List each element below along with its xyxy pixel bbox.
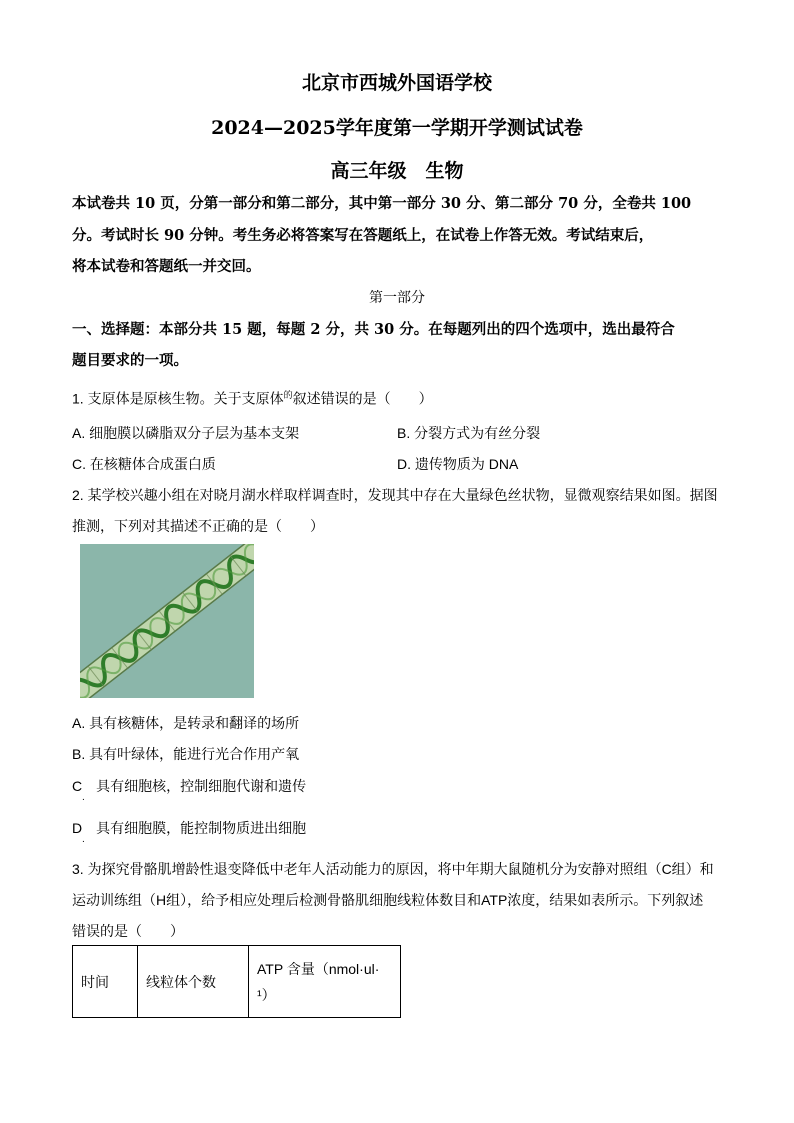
grade-subject: 高三年级 生物 [330, 160, 464, 182]
table-header-row [73, 946, 401, 1018]
part1-instructions-1: 一、选择题：本部分共 15 题，每题 2 分，共 30 分。在每题列出的四个选项中，选出最符合 [72, 321, 675, 338]
intro-line-1: 本试卷共 10 页，分第一部分和第二部分，其中第一部分 30 分、第二部分 70 分，全卷共 100 [72, 195, 692, 212]
intro-line-3: 将本试卷和答题纸一并交回。 [72, 258, 261, 275]
table-header-atp-content [249, 946, 401, 1018]
q2-option-d: D 具有细胞膜，能控制物质进出细胞 [72, 820, 307, 836]
q1-stem-part-a: 1. 支原体是原核生物。关于支原体 [72, 390, 284, 407]
q2-option-c-dot: . [82, 792, 85, 803]
q2-option-d-dot: . [82, 834, 85, 845]
q3-data-table [72, 945, 401, 1018]
intro-line-2: 分。考试时长 90 分钟。考生务必将答案写在答题纸上，在试卷上作答无效。考试结束后， [72, 227, 654, 244]
atp-header-line-2: ¹） [257, 986, 276, 1003]
q1-option-b: B. 分裂方式为有丝分裂 [397, 425, 541, 441]
q2-stem-line-1: 2. 某学校兴趣小组在对晓月湖水样取样调查时，发现其中存在大量绿色丝状物，显微观察结果如图。据图 [72, 487, 718, 503]
q1-option-c: C. 在核糖体合成蛋白质 [72, 456, 216, 472]
q2-stem-line-2: 推测，下列对其描述不正确的是（ ） [72, 518, 324, 534]
exam-title: 2024—2025学年度第一学期开学测试试卷 [211, 117, 583, 139]
microscope-photo [80, 544, 254, 698]
school-name: 北京市西城外国语学校 [301, 72, 492, 94]
q1-option-d: D. 遗传物质为 DNA [397, 456, 519, 472]
q3-stem-line-3: 错误的是（ ） [72, 923, 184, 939]
q2-option-b: B. 具有叶绿体，能进行光合作用产氧 [72, 746, 300, 762]
part1-heading: 第一部分 [369, 290, 425, 306]
part1-instructions-2: 题目要求的一项。 [72, 352, 188, 369]
q1-stem-superscript: 的 [283, 390, 293, 400]
table-header-time: 时间 [73, 946, 138, 1018]
table-header-mitochondria-count: 线粒体个数 [138, 946, 249, 1018]
atp-header-line-1: ATP 含量（nmol·ul· [257, 960, 380, 977]
q1-stem [72, 388, 433, 409]
q1-option-a: A. 细胞膜以磷脂双分子层为基本支架 [72, 425, 300, 441]
q3-stem-line-2: 运动训练组（H组），给予相应处理后检测骨骼肌细胞线粒体数目和ATP浓度，结果如表所示。下列叙述 [72, 892, 704, 908]
q2-option-c: C 具有细胞核，控制细胞代谢和遗传 [72, 778, 307, 794]
spiral-algae-filament-image [80, 544, 254, 698]
q2-option-a: A. 具有核糖体，是转录和翻译的场所 [72, 715, 300, 731]
q3-stem-line-1: 3. 为探究骨骼肌增龄性退变降低中老年人活动能力的原因，将中年期大鼠随机分为安静对照组（C组）和 [72, 861, 714, 877]
q1-stem-part-b: 叙述错误的是（ ） [292, 390, 433, 407]
